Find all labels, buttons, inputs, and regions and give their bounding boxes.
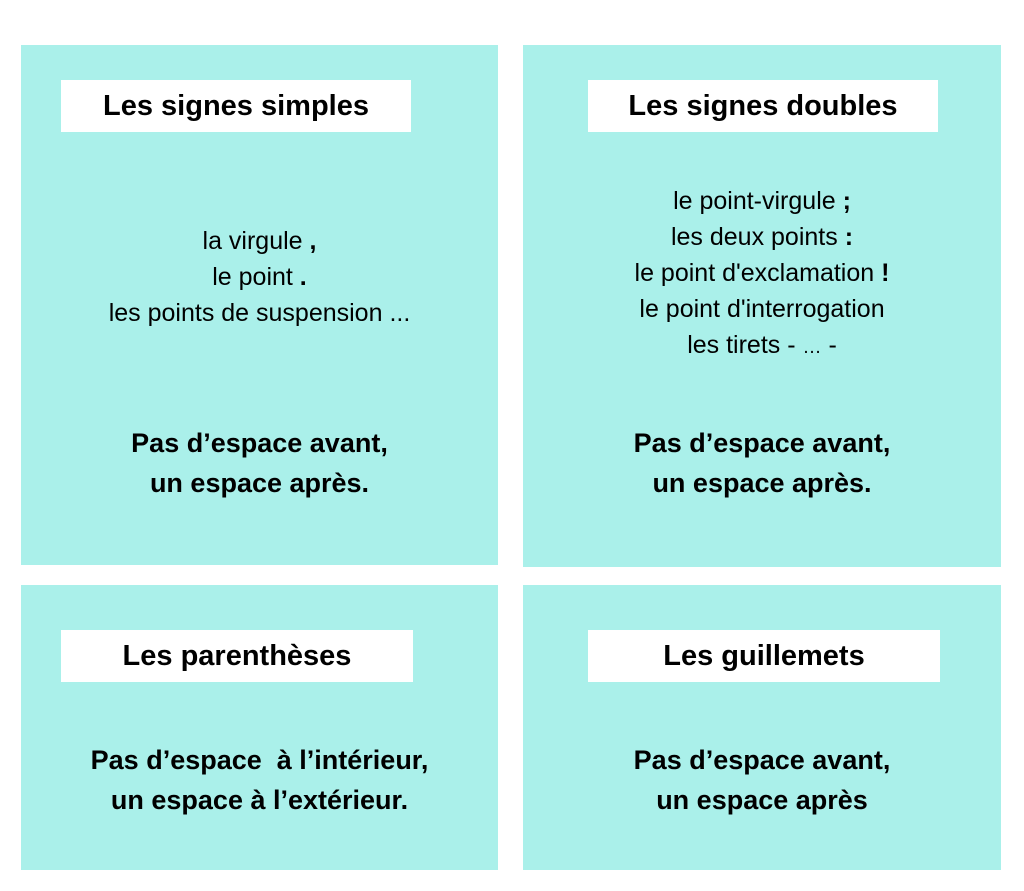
card-title-parentheses xyxy=(61,630,413,682)
card-parentheses xyxy=(21,585,498,870)
simple-signs-list xyxy=(21,223,498,331)
card-quotes xyxy=(523,585,1001,870)
spacing-rule-quotes xyxy=(523,740,1001,820)
rule-line: un espace après xyxy=(656,785,868,815)
list-item xyxy=(21,259,498,295)
rule-line: Pas d’espace avant, xyxy=(633,745,891,775)
card-title-double-signs xyxy=(588,80,938,132)
rule-line: un espace à l’extérieur. xyxy=(110,785,409,815)
list-item xyxy=(523,327,1001,366)
item-label: les points de suspension xyxy=(108,299,390,327)
item-label: les tirets - xyxy=(687,331,803,359)
title-text: Les parenthèses xyxy=(122,639,352,672)
card-title-simple-signs xyxy=(61,80,411,132)
title-text: Les signes simples xyxy=(103,89,369,122)
rule-line: un espace après. xyxy=(149,468,370,498)
list-item xyxy=(21,223,498,259)
list-item xyxy=(21,295,498,331)
spacing-rule-double xyxy=(523,423,1001,503)
item-label: le point d'exclamation xyxy=(634,259,882,287)
spacing-rule-parentheses xyxy=(21,740,498,820)
card-simple-signs xyxy=(21,45,498,565)
item-label: le point xyxy=(212,263,300,291)
list-item xyxy=(523,183,1001,219)
title-text: Les guillemets xyxy=(663,639,865,672)
item-mark: ; xyxy=(842,187,851,215)
item-label: les deux points xyxy=(670,223,845,251)
rule-line: Pas d’espace avant, xyxy=(633,428,891,458)
list-item xyxy=(523,255,1001,291)
item-tail: - xyxy=(821,331,837,359)
card-title-quotes xyxy=(588,630,940,682)
list-item xyxy=(523,219,1001,255)
item-mark: , xyxy=(309,227,317,255)
list-item xyxy=(523,291,1001,327)
item-label: le point d'interrogation xyxy=(639,295,885,323)
title-text: Les signes doubles xyxy=(628,89,898,122)
item-label: la virgule xyxy=(202,227,310,255)
item-mark: ! xyxy=(881,259,890,287)
rule-line: Pas d’espace avant, xyxy=(131,428,388,458)
double-signs-list xyxy=(523,183,1001,366)
item-mark: … xyxy=(802,337,822,358)
item-mark: : xyxy=(844,223,854,251)
item-mark: . xyxy=(299,263,307,291)
rule-line: un espace après. xyxy=(652,468,872,498)
spacing-rule-simple xyxy=(21,423,498,503)
rule-line: Pas d’espace à l’intérieur, xyxy=(90,745,429,775)
item-label: le point-virgule xyxy=(673,187,843,215)
card-double-signs xyxy=(523,45,1001,567)
item-mark: ... xyxy=(389,299,411,327)
